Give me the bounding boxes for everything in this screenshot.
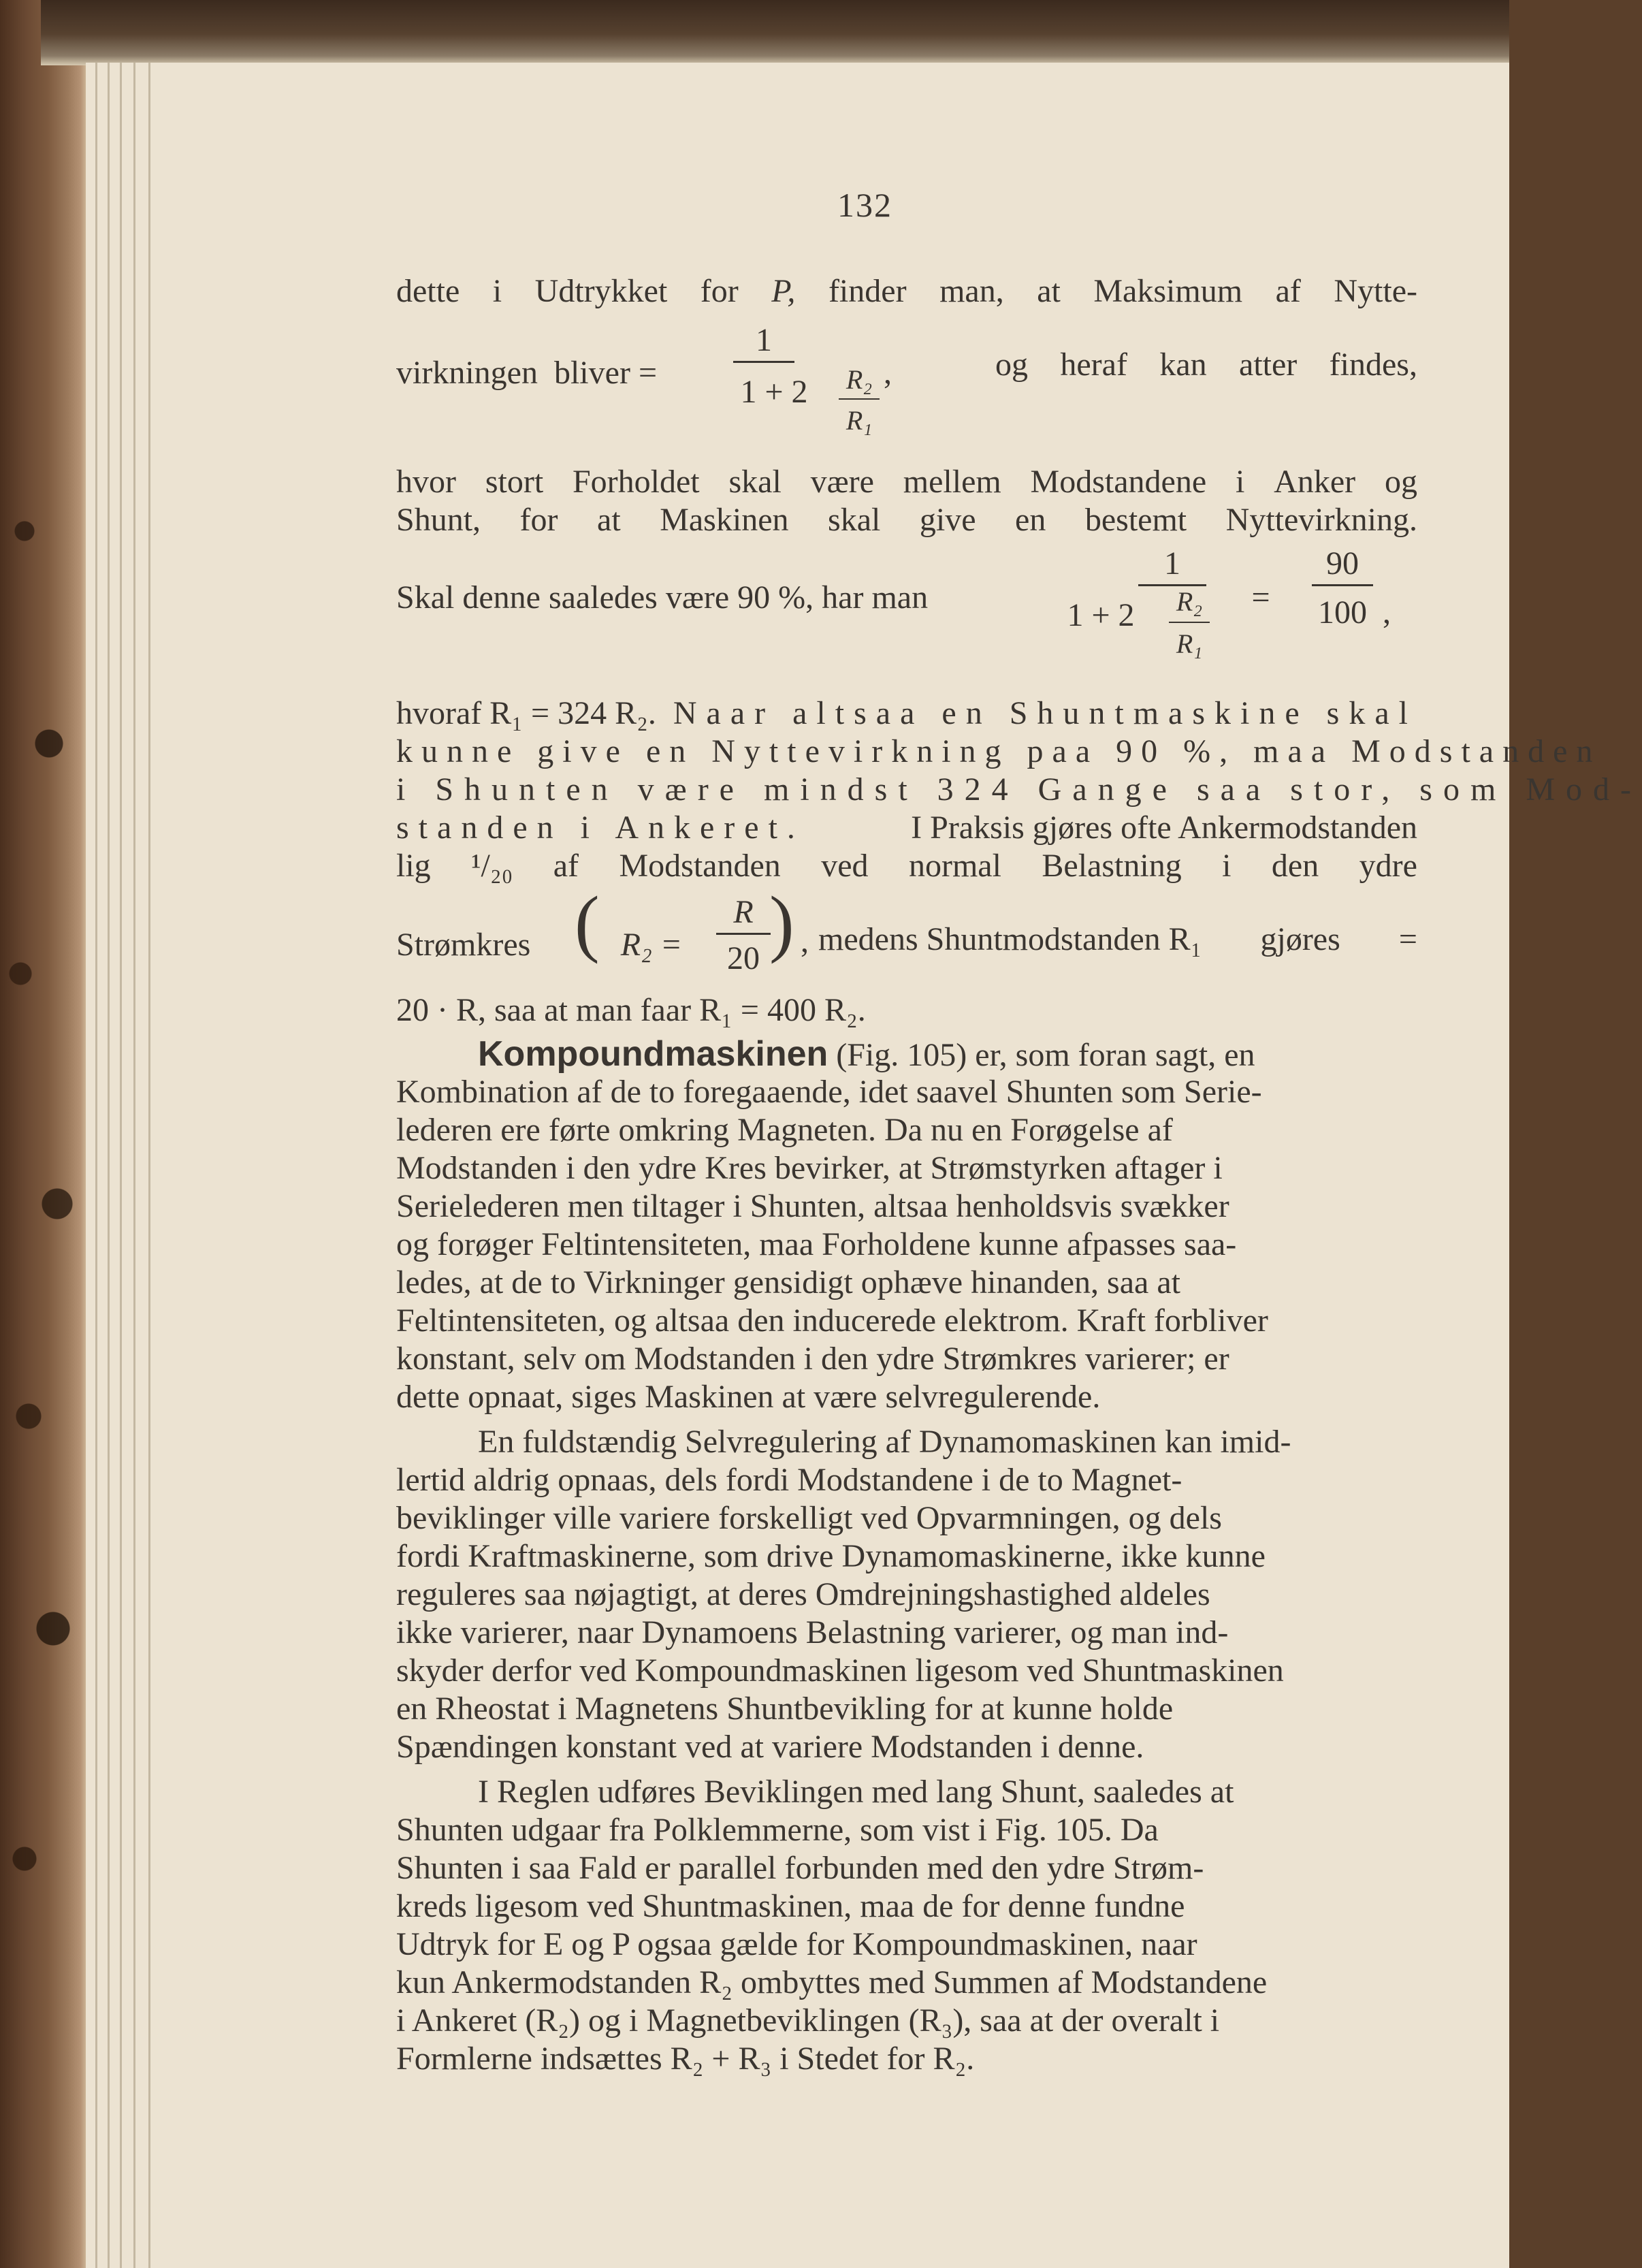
- text-line: ikke varierer, naar Dynamoens Belastning varierer, og man ind-: [396, 1614, 1229, 1650]
- text-line: i Shunten være mindst 324 Gange saa stor, som Mod-: [396, 771, 1642, 808]
- text-line: Shunt, for at Maskinen skal give en bestemt Nyttevirkning.: [396, 502, 1417, 538]
- text-line: Spændingen konstant ved at variere Modstanden i denne.: [396, 1729, 1144, 1765]
- marbled-edge: [0, 354, 82, 2124]
- paragraph-first-line: Kompoundmaskinen (Fig. 105) er, som foran sagt, en: [478, 1034, 1255, 1074]
- text-line: Serielederen men tiltager i Shunten, altsaa henholdsvis svækker: [396, 1188, 1229, 1224]
- text-line: lertid aldrig opnaas, dels fordi Modstandene i de to Magnet-: [396, 1462, 1182, 1498]
- text-line: og forøger Feltintensiteten, maa Forholdene kunne afpasses saa-: [396, 1226, 1237, 1262]
- text-line: Modstanden i den ydre Kres bevirker, at Strømstyrken aftager i: [396, 1150, 1223, 1186]
- book-top-edge: [41, 0, 1509, 65]
- text-line: kreds ligesom ved Shuntmaskinen, maa de for denne fundne: [396, 1888, 1185, 1924]
- page-edge-line: [95, 63, 97, 2268]
- text-line: Formlerne indsættes R₂ + R₃ i Stedet for R₂.: [396, 2041, 975, 2077]
- text-line: konstant, selv om Modstanden i den ydre Strømkres varierer; er: [396, 1341, 1229, 1377]
- text-line: Strømkres: [396, 927, 531, 963]
- text-line: reguleres saa nøjagtigt, at deres Omdrejningshastighed aldeles: [396, 1576, 1210, 1612]
- page-edge-line: [120, 63, 122, 2268]
- section-heading: Kompoundmaskinen: [478, 1034, 828, 1074]
- text-line: Shunten udgaar fra Polklemmerne, som vist i Fig. 105. Da: [396, 1812, 1159, 1848]
- page-number: 132: [837, 186, 892, 224]
- text-line: lig ¹/₂₀ af Modstanden ved normal Belastning i den ydre: [396, 848, 1417, 884]
- text-line: kunne give en Nyttevirkning paa 90 %, maa Modstanden: [396, 733, 1602, 769]
- text-line: I Reglen udføres Beviklingen med lang Shunt, saaledes at: [478, 1774, 1234, 1810]
- text-line: fordi Kraftmaskinerne, som drive Dynamomaskinerne, ikke kunne: [396, 1538, 1266, 1574]
- text-line: skyder derfor ved Kompoundmaskinen ligesom ved Shuntmaskinen: [396, 1652, 1284, 1689]
- text-line: kun Ankermodstanden R₂ ombyttes med Summen af Modstandene: [396, 1964, 1268, 2000]
- text-line: 20 · R, saa at man faar R₁ = 400 R₂.: [396, 992, 866, 1028]
- page-edge-line: [148, 63, 150, 2268]
- text-line: standen i Ankeret. I Praksis gjøres ofte Ankermodstanden: [396, 810, 1417, 846]
- text-line: lederen ere førte omkring Magneten. Da nu en Forøgelse af: [396, 1112, 1173, 1148]
- text-line: dette i Udtrykket for P, finder man, at Maksimum af Nytte-: [396, 273, 1417, 309]
- text-line: virkningen bliver =: [396, 355, 658, 391]
- text-line: dette opnaat, siges Maskinen at være selvregulerende.: [396, 1379, 1101, 1415]
- text-line: i Ankeret (R₂) og i Magnetbeviklingen (R₃), saa at der overalt i: [396, 2002, 1220, 2039]
- text-line: hvoraf R₁ = 324 R₂. Naar altsaa en Shuntmaskine skal: [396, 695, 1417, 731]
- text-line: Udtryk for E og P ogsaa gælde for Kompoundmaskinen, naar: [396, 1926, 1197, 1962]
- page-edge-line: [108, 63, 110, 2268]
- text-line: medens Shuntmodstanden R₁ gjøres =: [818, 921, 1417, 957]
- text-line: hvor stort Forholdet skal være mellem Modstandene i Anker og: [396, 464, 1417, 500]
- text-line: En fuldstændig Selvregulering af Dynamomaskinen kan imid-: [478, 1424, 1291, 1460]
- page-edge-line: [133, 63, 135, 2268]
- text-line: Skal denne saaledes være 90 %, har man: [396, 579, 929, 616]
- text-line: og heraf kan atter findes,: [995, 347, 1417, 383]
- text-line: Feltintensiteten, og altsaa den inducerede elektrom. Kraft forbliver: [396, 1303, 1268, 1339]
- text-line: ledes, at de to Virkninger gensidigt ophæve hinanden, saa at: [396, 1264, 1180, 1300]
- text-line: beviklinger ville variere forskelligt ved Opvarmningen, og dels: [396, 1500, 1222, 1536]
- text-line: en Rheostat i Magnetens Shuntbevikling for at kunne holde: [396, 1691, 1174, 1727]
- text-line: Kombination af de to foregaaende, idet saavel Shunten som Serie-: [396, 1074, 1262, 1110]
- text-line: Shunten i saa Fald er parallel forbunden med den ydre Strøm-: [396, 1850, 1204, 1886]
